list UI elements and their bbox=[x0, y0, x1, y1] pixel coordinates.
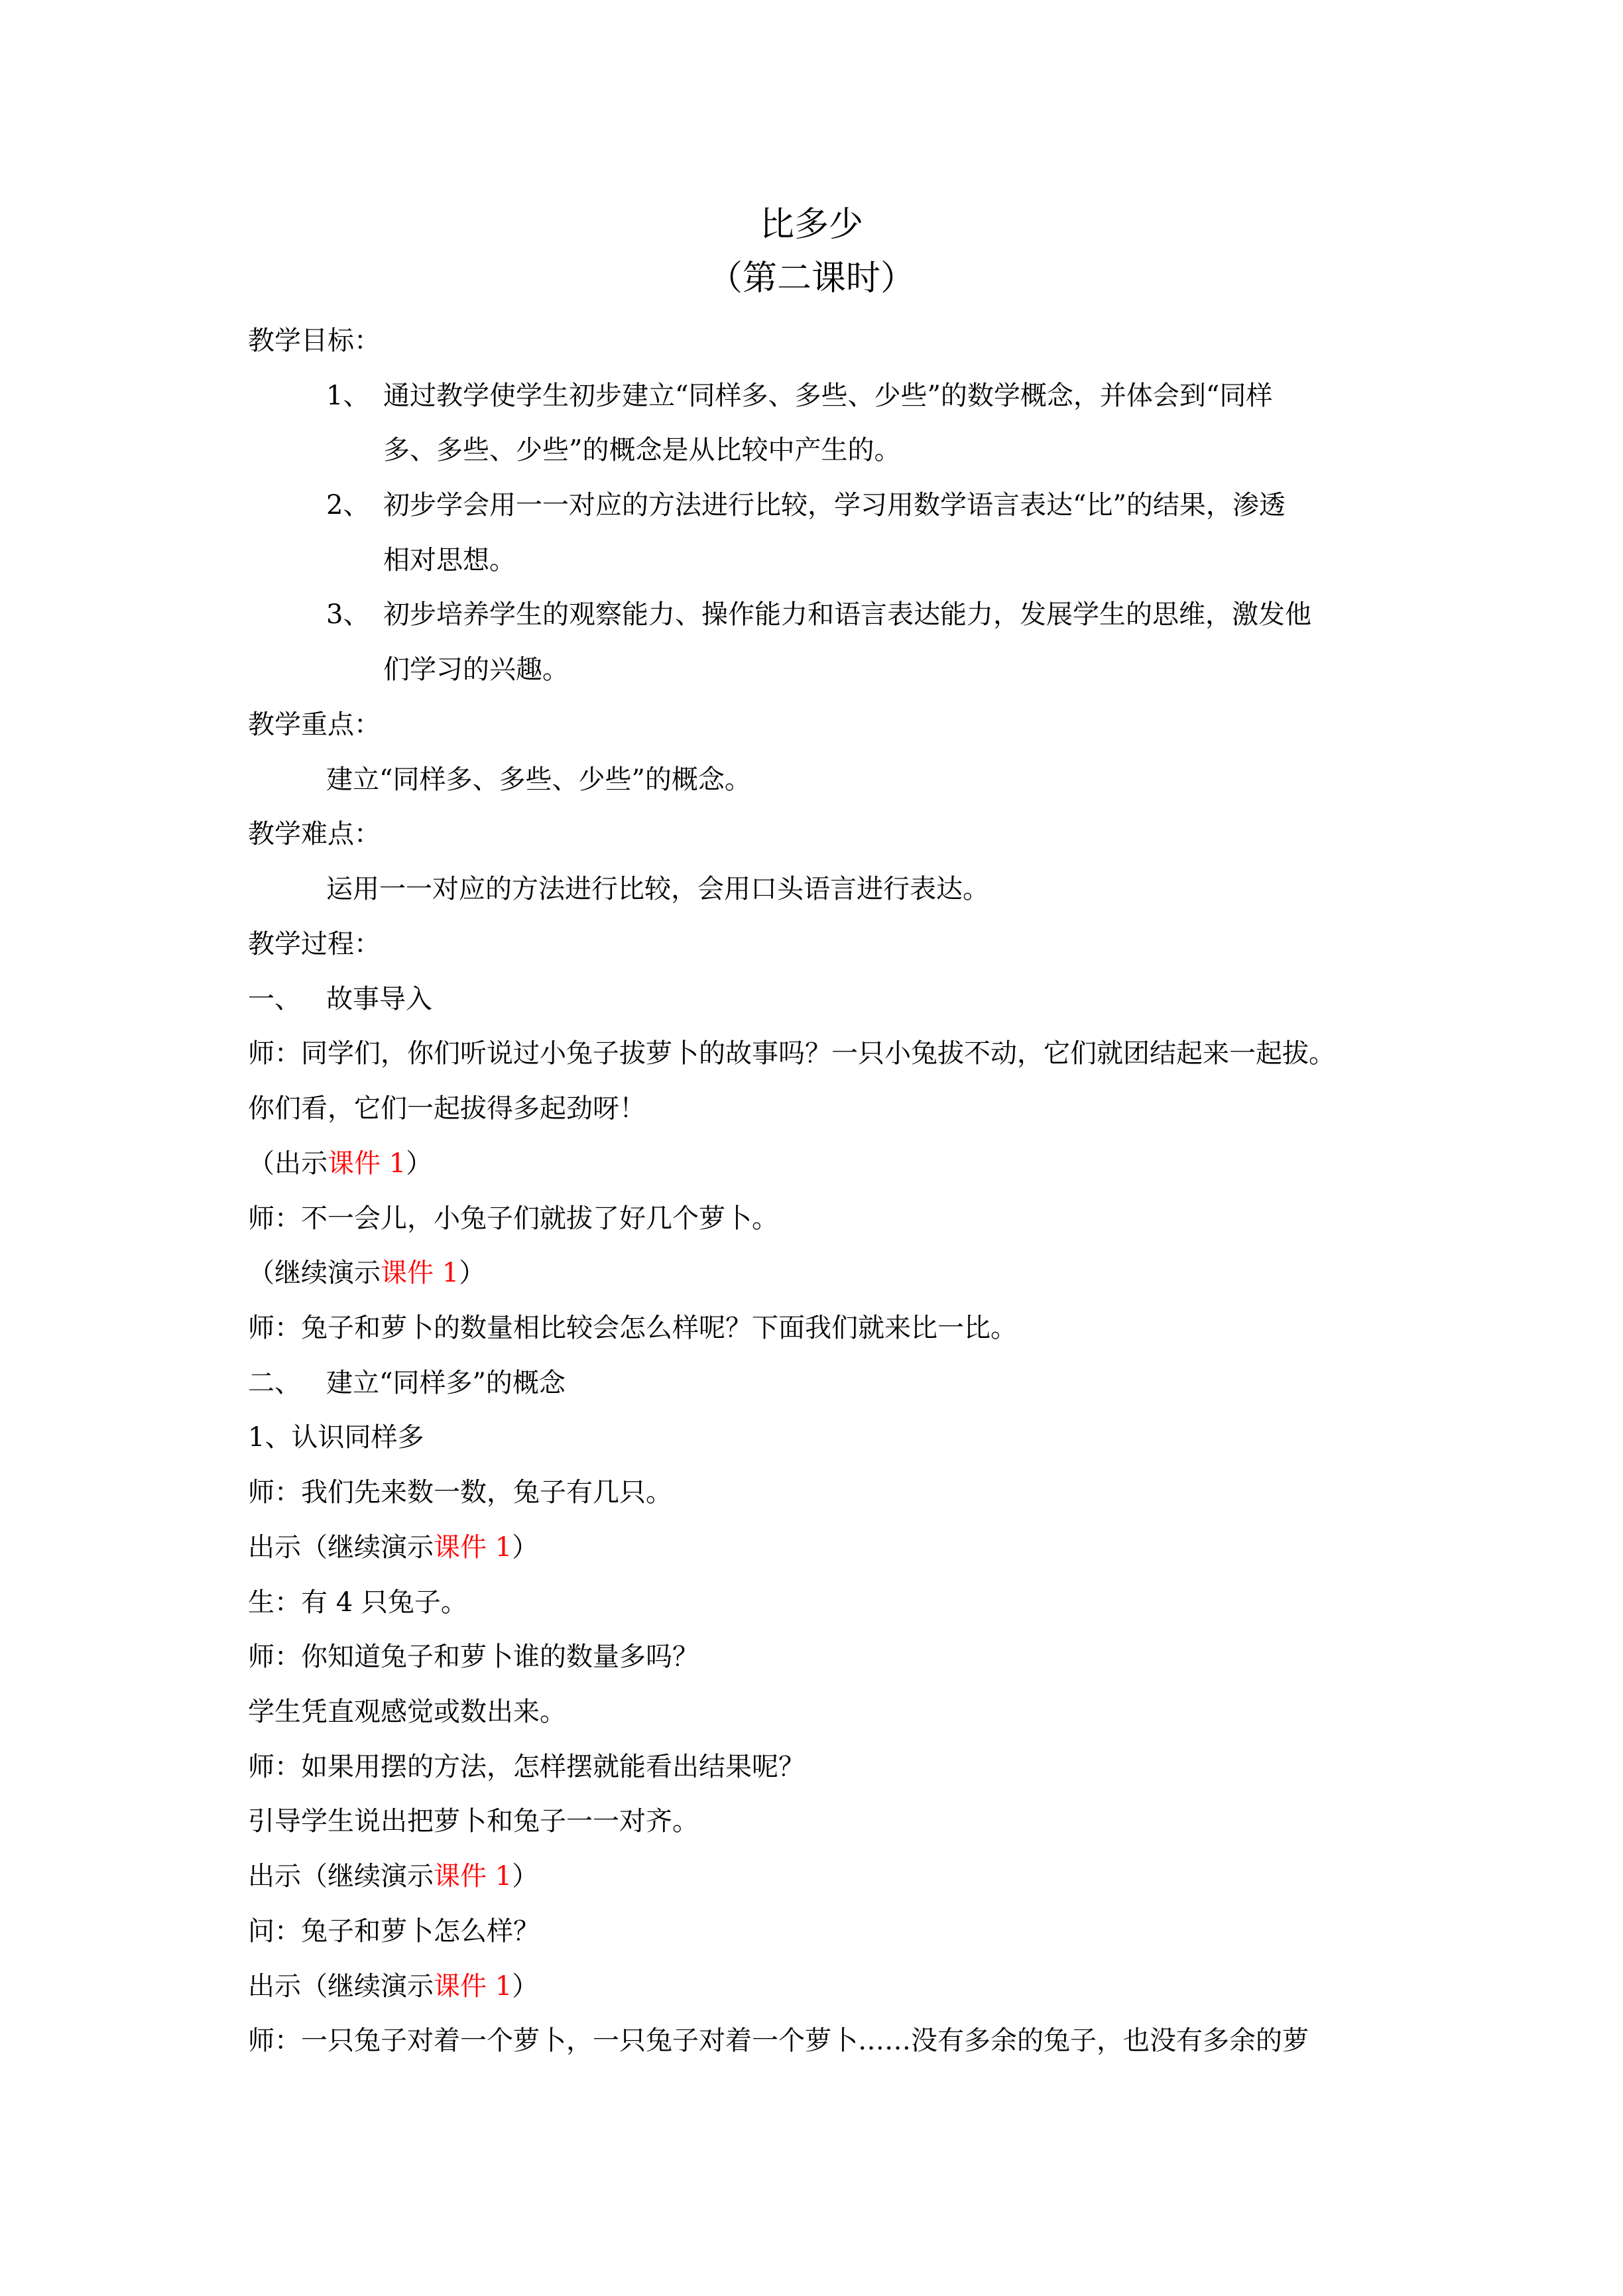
paragraph: 师：我们先来数一数，兔子有几只。 bbox=[248, 1477, 672, 1508]
objective-line: 相对思想。 bbox=[383, 545, 516, 575]
paragraph: 学生凭直观感觉或数出来。 bbox=[248, 1697, 566, 1727]
paragraph: 你们看，它们一起拔得多起劲呀！ bbox=[248, 1093, 646, 1124]
note-text: （出示 bbox=[248, 1148, 328, 1179]
note-text: ） bbox=[512, 1971, 539, 2002]
process-heading: 教学过程： bbox=[248, 929, 381, 959]
courseware-link: 课件 1 bbox=[381, 1258, 459, 1288]
paragraph: 问：兔子和萝卜怎么样？ bbox=[248, 1916, 540, 1947]
paragraph: 引导学生说出把萝卜和兔子一一对齐。 bbox=[248, 1806, 699, 1837]
section-title: 故事导入 bbox=[326, 984, 432, 1014]
courseware-note bbox=[248, 1150, 432, 1177]
paragraph: 师：一只兔子对着一个萝卜，一只兔子对着一个萝卜……没有多余的兔子，也没有多余的萝 bbox=[248, 2025, 1309, 2056]
paragraph: 师：兔子和萝卜的数量相比较会怎么样呢？下面我们就来比一比。 bbox=[248, 1313, 1017, 1343]
objective-line: 多、多些、少些”的概念是从比较中产生的。 bbox=[383, 435, 901, 465]
paragraph: 生：有 4 只兔子。 bbox=[248, 1587, 467, 1618]
objective-number: 1、 bbox=[326, 381, 370, 411]
courseware-link: 课件 1 bbox=[434, 1532, 512, 1563]
note-text: （继续演示 bbox=[248, 1258, 381, 1288]
key-heading: 教学重点： bbox=[248, 709, 381, 740]
courseware-note bbox=[248, 1863, 538, 1890]
note-text: ） bbox=[459, 1258, 486, 1288]
note-text: 出示（继续演示 bbox=[248, 1971, 434, 2002]
note-text: ） bbox=[512, 1861, 539, 1892]
section-number: 二、 bbox=[248, 1368, 301, 1398]
objectives-heading: 教学目标： bbox=[248, 326, 381, 356]
paragraph: 师：同学们，你们听说过小兔子拔萝卜的故事吗？一只小兔拔不动，它们就团结起来一起拔。 bbox=[248, 1038, 1335, 1069]
objective-number: 3、 bbox=[326, 599, 370, 630]
courseware-note bbox=[248, 1260, 485, 1286]
courseware-note bbox=[248, 1973, 538, 2000]
note-text: 出示（继续演示 bbox=[248, 1532, 434, 1563]
objective-line: 初步学会用一一对应的方法进行比较，学习用数学语言表达“比”的结果，渗透 bbox=[383, 490, 1286, 520]
subsection-title: 1、认识同样多 bbox=[248, 1422, 424, 1453]
note-text: ） bbox=[406, 1148, 433, 1179]
section-number: 一、 bbox=[248, 984, 301, 1014]
paragraph: 师：不一会儿，小兔子们就拔了好几个萝卜。 bbox=[248, 1203, 778, 1234]
paragraph: 师：你知道兔子和萝卜谁的数量多吗？ bbox=[248, 1642, 699, 1672]
objective-line: 们学习的兴趣。 bbox=[383, 654, 569, 685]
objective-number: 2、 bbox=[326, 490, 370, 520]
objective-line: 通过教学使学生初步建立“同样多、多些、少些”的数学概念，并体会到“同样 bbox=[383, 381, 1273, 411]
difficulty-heading: 教学难点： bbox=[248, 819, 381, 849]
section-title: 建立“同样多”的概念 bbox=[326, 1368, 566, 1398]
courseware-note bbox=[248, 1534, 538, 1561]
objective-line: 初步培养学生的观察能力、操作能力和语言表达能力，发展学生的思维，激发他 bbox=[383, 599, 1311, 630]
note-text: 出示（继续演示 bbox=[248, 1861, 434, 1892]
paragraph: 师：如果用摆的方法，怎样摆就能看出结果呢？ bbox=[248, 1752, 805, 1782]
page-subtitle: （第二课时） bbox=[707, 259, 915, 298]
key-text: 建立“同样多、多些、少些”的概念。 bbox=[326, 764, 751, 795]
note-text: ） bbox=[512, 1532, 539, 1563]
courseware-link: 课件 1 bbox=[434, 1861, 512, 1892]
difficulty-text: 运用一一对应的方法进行比较，会用口头语言进行表达。 bbox=[326, 874, 989, 904]
page-title: 比多少 bbox=[759, 205, 863, 245]
courseware-link: 课件 1 bbox=[434, 1971, 512, 2002]
courseware-link: 课件 1 bbox=[328, 1148, 406, 1179]
